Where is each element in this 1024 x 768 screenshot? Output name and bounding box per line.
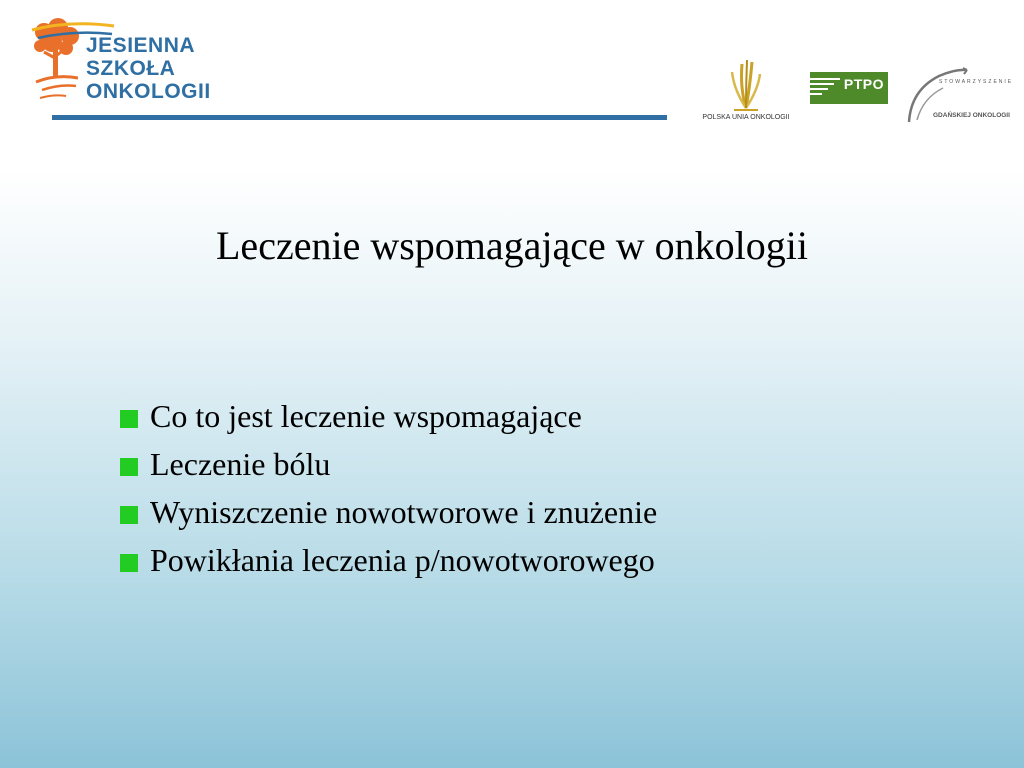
sgo-label-bottom: GDAŃSKIEJ ONKOLOGII <box>933 112 1010 119</box>
jesienna-szkola-onkologii-logo <box>30 18 270 110</box>
bullet-text: Powikłania leczenia p/nowotworowego <box>150 542 655 578</box>
sgo-label-top: STOWARZYSZENIE <box>939 79 1014 85</box>
school-name-line1: JESIENNA <box>86 34 196 57</box>
polska-unia-onkologii-logo <box>690 58 802 124</box>
bullet-item <box>120 392 657 440</box>
square-bullet-icon <box>120 458 138 476</box>
square-bullet-icon <box>120 506 138 524</box>
bullet-item <box>120 536 657 584</box>
school-name-line2: SZKOŁA <box>86 57 176 80</box>
bullet-text: Co to jest leczenie wspomagające <box>150 398 582 434</box>
ptpo-label: PTPO <box>843 76 884 92</box>
polska-unia-onkologii-label: POLSKA UNIA ONKOLOGII <box>702 114 790 121</box>
header-divider <box>52 115 667 120</box>
bullet-text: Wyniszczenie nowotworowe i znużenie <box>150 494 658 530</box>
ptpo-logo <box>810 72 888 104</box>
bullet-item <box>120 440 657 488</box>
swoosh-icon <box>30 18 116 48</box>
square-bullet-icon <box>120 554 138 572</box>
bullet-text: Leczenie bólu <box>150 446 331 482</box>
bullet-item <box>120 488 657 536</box>
square-bullet-icon <box>120 410 138 428</box>
bullet-list <box>120 392 657 584</box>
stowarzyszenie-gdanskiej-onkologii-logo <box>903 66 1014 126</box>
school-name-line3: ONKOLOGII <box>86 80 211 103</box>
slide-title: Leczenie wspomagające w onkologii <box>216 223 808 268</box>
wheat-icon <box>690 58 802 114</box>
